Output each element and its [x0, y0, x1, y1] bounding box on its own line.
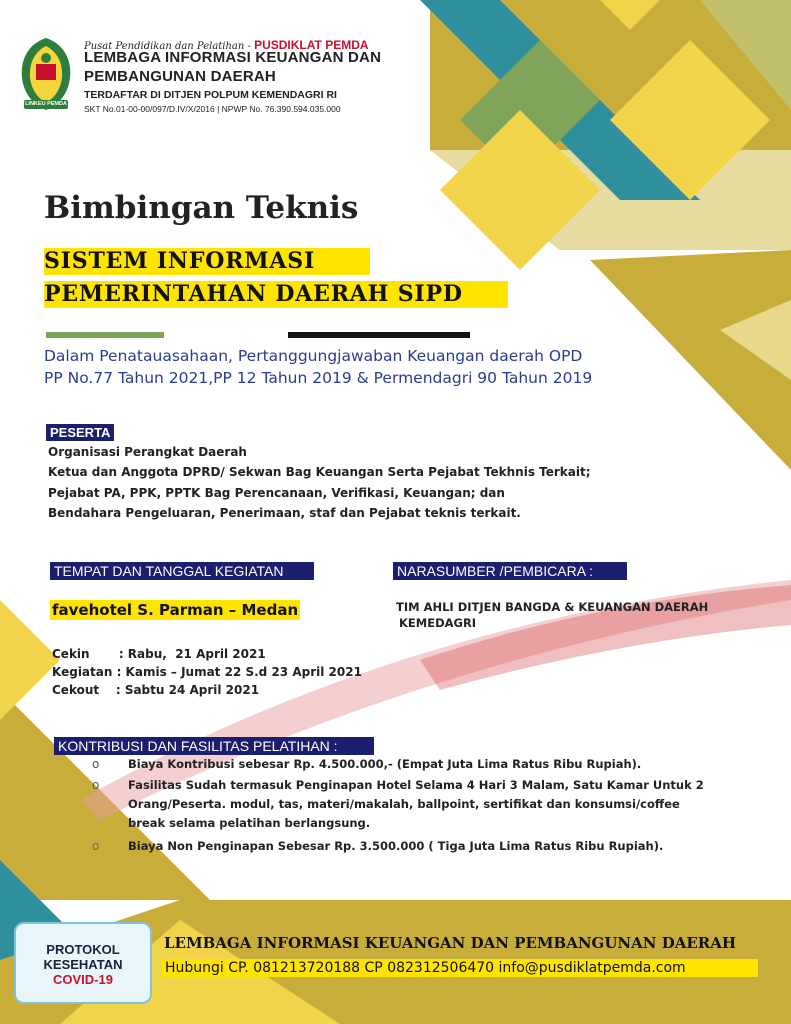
divider-green: [46, 332, 164, 338]
speaker-label: NARASUMBER /PEMBICARA :: [393, 562, 627, 580]
bullet-icon: o: [92, 839, 100, 853]
header-tagline: Pusat Pendidikan dan Pelatihan -: [84, 41, 255, 52]
protokol-line2: KESEHATAN: [43, 957, 123, 972]
peserta-label: PESERTA: [46, 424, 114, 441]
peserta-item: Ketua dan Anggota DPRD/ Sekwan Bag Keuangan Serta Pejabat Tekhnis Terkait;: [48, 465, 591, 479]
kontribusi-item-2-line2: Orang/Peserta. modul, tas, materi/makalah, ballpoint, sertifikat dan konsumsi/coffee: [128, 797, 680, 811]
venue-hotel: favehotel S. Parman – Medan: [52, 601, 299, 619]
speaker-line1: TIM AHLI DITJEN BANGDA & KEUANGAN DAERAH: [396, 600, 709, 614]
header-org-line2: PEMBANGUNAN DAERAH: [84, 68, 276, 85]
bullet-icon: o: [92, 757, 100, 771]
footer-contact: Hubungi CP. 081213720188 CP 082312506470 info@pusdiklatpemda.com: [162, 959, 758, 977]
venue-label: TEMPAT DAN TANGGAL KEGIATAN: [50, 562, 314, 580]
bg-gold-right-wedge: [590, 250, 791, 470]
header-brand: PUSDIKLAT PEMDA: [254, 38, 369, 52]
speaker-line2: KEMEDAGRI: [399, 616, 477, 630]
header-org-line1: LEMBAGA INFORMASI KEUANGAN DAN: [84, 49, 382, 66]
protokol-kesehatan-badge: [14, 922, 152, 1004]
bullet-icon: o: [92, 778, 100, 792]
subtitle-line1: Dalam Penatauasahaan, Pertanggungjawaban Keuangan daerah OPD: [44, 347, 583, 365]
peserta-item: Organisasi Perangkat Daerah: [48, 445, 247, 459]
header-registered: TERDAFTAR DI DITJEN POLPUM KEMENDAGRI RI: [84, 89, 337, 101]
kontribusi-item-1: Biaya Kontribusi sebesar Rp. 4.500.000,- (Empat Juta Lima Ratus Ribu Rupiah).: [128, 757, 642, 771]
schedule-cekout: Cekout : Sabtu 24 April 2021: [52, 683, 260, 697]
divider-black: [288, 332, 470, 338]
schedule-cekin: Cekin : Rabu, 21 April 2021: [52, 647, 266, 661]
header-skt-npwp: SKT No.01-00-00/097/D.IV/X/2016 | NPWP No. 76.390.594.035.000: [84, 104, 341, 114]
title-highlight-line1: SISTEM INFORMASI: [44, 248, 370, 275]
footer-org: LEMBAGA INFORMASI KEUANGAN DAN PEMBANGUNAN DAERAH: [164, 934, 737, 952]
schedule-kegiatan: Kegiatan : Kamis – Jumat 22 S.d 23 April 2021: [52, 665, 362, 679]
title-highlight-line2: PEMERINTAHAN DAERAH SIPD: [44, 281, 508, 308]
kontribusi-item-2-line1: Fasilitas Sudah termasuk Penginapan Hotel Selama 4 Hari 3 Malam, Satu Kamar Untuk 2: [128, 778, 704, 792]
kontribusi-item-3: Biaya Non Penginapan Sebesar Rp. 3.500.000 ( Tiga Juta Lima Ratus Ribu Rupiah).: [128, 839, 664, 853]
peserta-item: Pejabat PA, PPK, PPTK Bag Perencanaan, Verifikasi, Keuangan; dan: [48, 486, 505, 500]
protokol-line1: PROTOKOL: [46, 942, 120, 957]
logo-text: LINKEU PEMDA: [25, 101, 67, 107]
kontribusi-item-2-line3: break selama pelatihan berlangsung.: [128, 816, 371, 830]
page-title: Bimbingan Teknis: [44, 190, 359, 226]
protokol-line3: COVID-19: [53, 972, 113, 987]
kontribusi-label: KONTRIBUSI DAN FASILITAS PELATIHAN :: [54, 737, 374, 755]
subtitle-line2: PP No.77 Tahun 2021,PP 12 Tahun 2019 & Permendagri 90 Tahun 2019: [44, 369, 593, 387]
peserta-item: Bendahara Pengeluaran, Penerimaan, staf dan Pejabat teknis terkait.: [48, 506, 521, 520]
